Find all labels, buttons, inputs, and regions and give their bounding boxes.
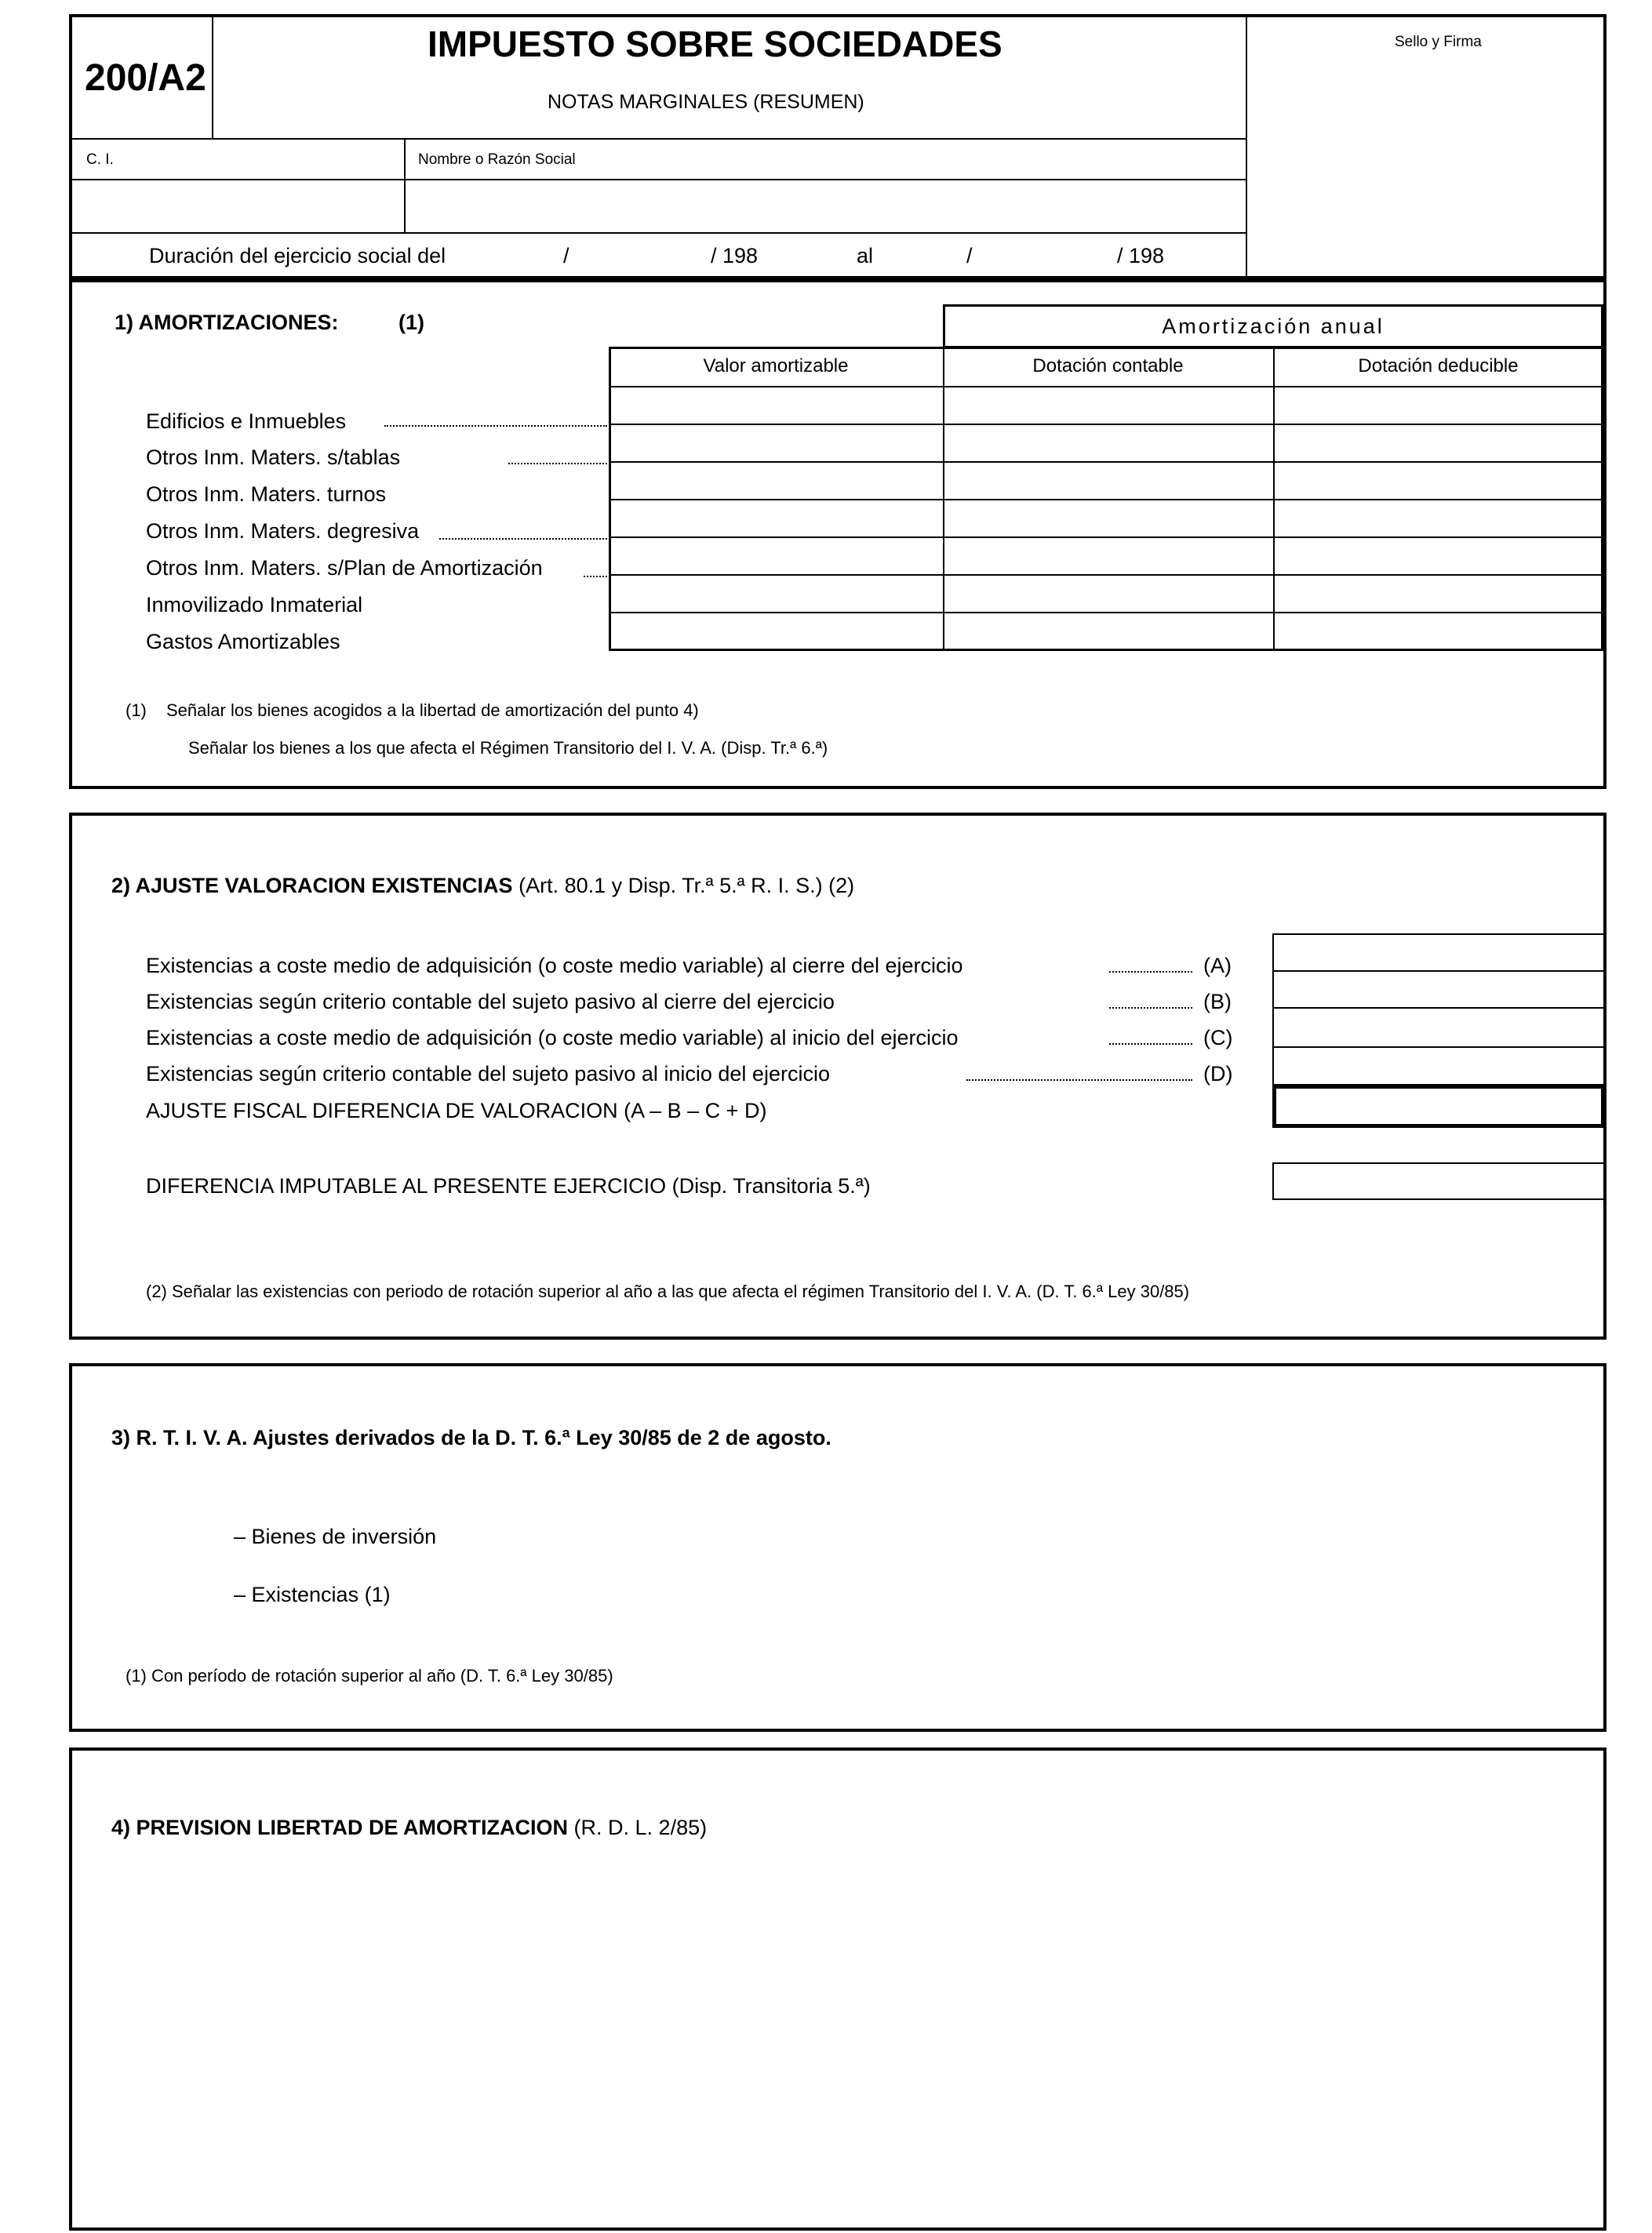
row-label-plan: Otros Inm. Maters. s/Plan de Amortización xyxy=(146,556,543,580)
diferencia-imputable-label: DIFERENCIA IMPUTABLE AL PRESENTE EJERCICIO (Disp. Transitoria 5.ª) xyxy=(146,1174,871,1198)
existencias-row-b: Existencias según criterio contable del sujeto pasivo al cierre del ejercicio xyxy=(146,990,835,1013)
leader-dots xyxy=(966,1079,1192,1081)
section-1-note-marker: (1) xyxy=(126,700,147,720)
row-label-edificios: Edificios e Inmuebles xyxy=(146,409,347,433)
col-dotacion-contable: Dotación contable xyxy=(1032,355,1184,376)
ajuste-fiscal-label: AJUSTE FISCAL DIFERENCIA DE VALORACION (A – B – C + D) xyxy=(146,1099,767,1122)
col-valor-amortizable: Valor amortizable xyxy=(703,355,849,376)
input-a[interactable] xyxy=(1274,935,1603,969)
input-b[interactable] xyxy=(1274,972,1603,1006)
ci-input[interactable] xyxy=(71,180,402,231)
amortizacion-anual-header xyxy=(943,304,1603,348)
ajuste-fiscal-input[interactable] xyxy=(1272,1084,1605,1128)
period-slash-2: / xyxy=(966,244,973,267)
section-3-title: 3) R. T. I. V. A. Ajustes derivados de la D. T. 6.ª Ley 30/85 de 2 de agosto. xyxy=(111,1426,831,1449)
section-4-title xyxy=(111,1817,707,1838)
section-2-title-rest: (Art. 80.1 y Disp. Tr.ª 5.ª R. I. S.) (2) xyxy=(519,874,855,897)
row-label-degresiva: Otros Inm. Maters. degresiva xyxy=(146,519,420,543)
period-year-1: / 198 xyxy=(711,244,759,267)
existencias-key-c: (C) xyxy=(1203,1026,1233,1049)
leader-dots xyxy=(1109,971,1192,973)
section-4-title-rest: (R. D. L. 2/85) xyxy=(573,1816,708,1839)
section-1-note-line-1: Señalar los bienes acogidos a la libertad de amortización del punto 4) xyxy=(166,700,699,720)
section-1-note-line-2: Señalar los bienes a los que afecta el Régimen Transitorio del I. V. A. (Disp. Tr.ª 6.ª) xyxy=(188,738,828,758)
section-2-note: (2) Señalar las existencias con periodo de rotación superior al año a las que afecta el régimen Transitorio del I. V. A. (D. T. 6.ª Ley 30/85) xyxy=(146,1282,1190,1301)
period-year-2: / 198 xyxy=(1117,244,1165,267)
section-1-ref: (1) xyxy=(398,311,424,334)
leader-dots xyxy=(1109,1007,1192,1009)
form-subtitle: NOTAS MARGINALES (RESUMEN) xyxy=(548,91,864,113)
leader-dots xyxy=(384,425,607,427)
row-label-inmaterial: Inmovilizado Inmaterial xyxy=(146,593,363,616)
existencias-row-a: Existencias a coste medio de adquisición (o coste medio variable) al cierre del ejercicio xyxy=(146,954,963,977)
name-input[interactable] xyxy=(406,180,1244,231)
col-dotacion-deducible: Dotación deducible xyxy=(1358,355,1519,376)
section-4-input-area[interactable] xyxy=(72,1867,1603,2228)
bienes-inversion-item: – Bienes de inversión xyxy=(234,1525,437,1548)
input-d[interactable] xyxy=(1274,1048,1603,1087)
input-c[interactable] xyxy=(1274,1009,1603,1045)
leader-dots xyxy=(584,576,607,577)
stamp-area[interactable] xyxy=(1247,63,1603,276)
existencias-row-d: Existencias según criterio contable del sujeto pasivo al inicio del ejercicio xyxy=(146,1062,830,1086)
existencias-key-a: (A) xyxy=(1203,954,1232,977)
period-slash-1: / xyxy=(563,244,569,267)
existencias-key-b: (B) xyxy=(1203,990,1232,1013)
diferencia-imputable-input[interactable] xyxy=(1272,1162,1605,1200)
cell-input[interactable] xyxy=(1275,387,1602,649)
row-label-gastos: Gastos Amortizables xyxy=(146,630,340,653)
leader-dots xyxy=(439,538,607,540)
ci-label: C. I. xyxy=(86,151,114,168)
section-4-title-bold: 4) PREVISION LIBERTAD DE AMORTIZACION xyxy=(111,1816,569,1839)
existencias-row-c: Existencias a coste medio de adquisición (o coste medio variable) al inicio del ejercicio xyxy=(146,1026,959,1049)
cell-input[interactable] xyxy=(945,387,1272,649)
stamp-label: Sello y Firma xyxy=(1395,34,1482,50)
leader-dots xyxy=(508,463,607,464)
leader-dots xyxy=(1109,1043,1192,1045)
header-line-1 xyxy=(69,138,1246,140)
name-label: Nombre o Razón Social xyxy=(418,151,576,168)
existencias-item: – Existencias (1) xyxy=(234,1583,391,1606)
existencias-key-d: (D) xyxy=(1203,1062,1233,1086)
header-divider-code xyxy=(212,14,213,138)
period-label: Duración del ejercicio social del xyxy=(149,244,446,267)
row-label-s-tablas: Otros Inm. Maters. s/tablas xyxy=(146,446,401,469)
cell-input[interactable] xyxy=(611,387,941,649)
section-2-title-bold: 2) AJUSTE VALORACION EXISTENCIAS xyxy=(111,874,513,897)
header-line-3 xyxy=(69,232,1246,234)
form-title: IMPUESTO SOBRE SOCIEDADES xyxy=(428,24,1002,64)
amortizacion-anual-label: Amortización anual xyxy=(1162,315,1385,338)
form-code: 200/A2 xyxy=(85,57,206,99)
row-label-turnos: Otros Inm. Maters. turnos xyxy=(146,482,387,506)
section-1-title: 1) AMORTIZACIONES: xyxy=(115,311,339,334)
section-3-note: (1) Con período de rotación superior al año (D. T. 6.ª Ley 30/85) xyxy=(126,1666,613,1686)
period-al: al xyxy=(857,244,874,267)
section-2-title xyxy=(111,875,854,896)
